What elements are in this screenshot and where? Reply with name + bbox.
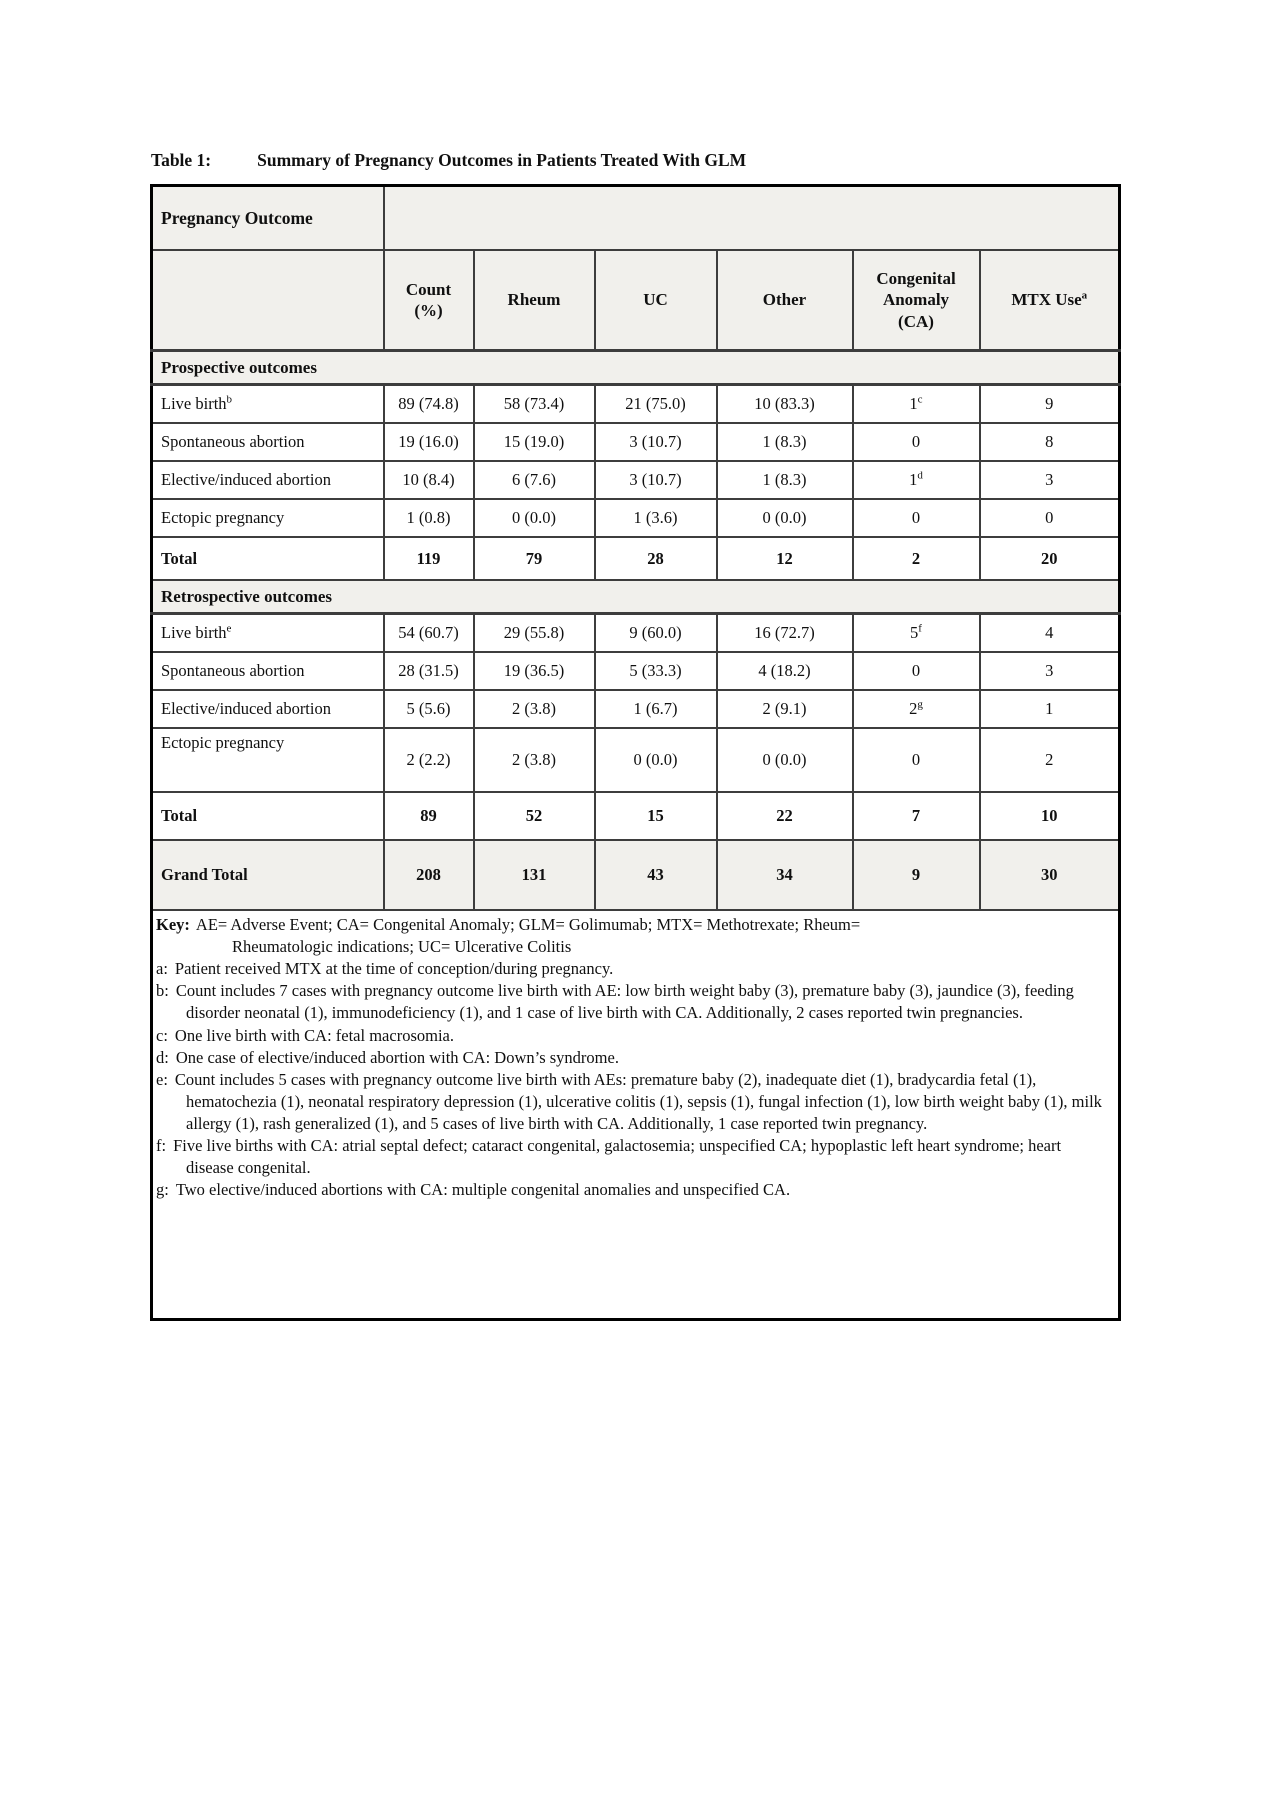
value-cell-ca [853,385,980,424]
table-row-live-birth-retrospective [152,614,1120,653]
value-cell-uc: 3 (10.7) [595,423,717,461]
section-label: Retrospective outcomes [152,580,1120,614]
row-label: Ectopic pregnancy [161,508,285,527]
value-cell-rheum: 15 (19.0) [474,423,595,461]
value-cell-ca: 0 [853,423,980,461]
table-caption: Summary of Pregnancy Outcomes in Patients Treated With GLM [257,150,747,170]
table-row-elective-abortion-retrospective [152,690,1120,728]
ca-value-sup: g [917,698,923,711]
header-row-2 [152,250,1120,351]
value-cell-other: 12 [717,537,853,580]
value-cell-mtx: 20 [980,537,1120,580]
ca-value-sup: f [918,622,922,635]
value-cell-uc: 28 [595,537,717,580]
ca-value-sup: d [917,469,923,482]
row-label: Spontaneous abortion [161,432,305,451]
footnote-f [156,1135,1112,1179]
value-cell-count: 19 (16.0) [384,423,474,461]
col-header-ca-line2: Anomaly [882,290,950,310]
value-cell-ca: 7 [853,792,980,840]
document-page [150,150,1120,1321]
row-label-cell [152,690,384,728]
value-cell-ca [853,614,980,653]
value-cell-count: 89 [384,792,474,840]
value-cell-rheum: 0 (0.0) [474,499,595,537]
value-cell-rheum: 29 (55.8) [474,614,595,653]
table-row-spontaneous-abortion-prospective [152,423,1120,461]
row-label-sup: e [226,622,232,635]
footnote-key-label: Key: [156,915,190,934]
row-label: Live birth [161,623,227,642]
col-header-uc: UC [595,250,717,351]
value-cell-uc: 9 (60.0) [595,614,717,653]
value-cell-mtx: 8 [980,423,1120,461]
value-cell-other: 34 [717,840,853,910]
section-header-prospective [152,351,1120,385]
table-row-live-birth-prospective [152,385,1120,424]
value-cell-uc: 5 (33.3) [595,652,717,690]
footnote-letter: b: [156,981,169,1001]
footnote-d [156,1047,1112,1069]
value-cell-other: 2 (9.1) [717,690,853,728]
footnote-g [156,1179,1112,1201]
footnote-text: Five live births with CA: atrial septal defect; cataract congenital, galactosemia; unspecified CA; hypoplastic left heart syndrome; heart disease congenital. [173,1136,1062,1178]
table-row-ectopic-pregnancy-prospective [152,499,1120,537]
footnote-letter: f: [156,1136,167,1156]
value-cell-uc: 1 (6.7) [595,690,717,728]
table-row-elective-abortion-prospective [152,461,1120,499]
ca-value-sup: c [917,393,923,406]
value-cell-count: 1 (0.8) [384,499,474,537]
table-number: Table 1: [151,150,212,170]
value-cell-rheum: 6 (7.6) [474,461,595,499]
value-cell-ca: 0 [853,728,980,792]
value-cell-ca: 0 [853,499,980,537]
ca-value: 1 [909,470,918,489]
section-header-retrospective [152,580,1120,614]
col-header-ca-line1: Congenital [876,269,956,289]
footnotes-cell [152,910,1120,1320]
row-label-cell: Total [152,792,384,840]
value-cell-rheum: 52 [474,792,595,840]
row-label-cell: Total [152,537,384,580]
value-cell-uc: 15 [595,792,717,840]
empty-header-cell [152,250,384,351]
col-header-rheum: Rheum [474,250,595,351]
table-row-grand-total [152,840,1120,910]
col-header-count [384,250,474,351]
row-label: Ectopic pregnancy [161,733,285,752]
value-cell-mtx: 3 [980,461,1120,499]
col-header-mtx-text: MTX Use [1011,290,1082,310]
value-cell-count: 10 (8.4) [384,461,474,499]
value-cell-other: 22 [717,792,853,840]
row-label-cell [152,614,384,653]
footnotes-row [152,910,1120,1320]
table-row-ectopic-pregnancy-retrospective [152,728,1120,792]
value-cell-uc: 3 (10.7) [595,461,717,499]
value-cell-uc: 43 [595,840,717,910]
row-label-cell [152,461,384,499]
row-label-cell: Grand Total [152,840,384,910]
footnote-key [156,914,1112,958]
table-row-total-retrospective [152,792,1120,840]
value-cell-count: 28 (31.5) [384,652,474,690]
footnote-key-line2: Rheumatologic indications; UC= Ulcerative Colitis [232,937,572,957]
ca-value: 2 [909,699,918,718]
value-cell-mtx: 10 [980,792,1120,840]
pregnancy-outcomes-table [150,184,1121,1321]
footnote-e [156,1069,1112,1135]
col-header-mtx-sup: a [1081,289,1088,302]
table-row-spontaneous-abortion-retrospective [152,652,1120,690]
ca-value: 1 [909,394,918,413]
footnote-text: One case of elective/induced abortion with CA: Down’s syndrome. [175,1047,619,1067]
value-cell-ca: 9 [853,840,980,910]
col-header-mtx [980,250,1120,351]
row-label-cell [152,385,384,424]
footnote-text: Count includes 5 cases with pregnancy outcome live birth with AEs: premature baby (2), inadequate diet (1), bradycardia fetal (1), hematochezia (1), neonatal respiratory depression (1), ulcerative colitis (1), sepsis (1), fungal infection (1), low birth weight baby (1), milk allergy (1), rash generalized (1), and 5 cases of live birth with CA. Additionally, 1 case reported twin pregnancy. [174,1069,1102,1133]
value-cell-uc: 1 (3.6) [595,499,717,537]
footnote-letter: a: [156,959,168,979]
col-header-count-line2: (%) [414,301,443,320]
value-cell-mtx: 1 [980,690,1120,728]
row-label-sup: b [226,393,233,406]
value-cell-ca: 0 [853,652,980,690]
value-cell-ca [853,690,980,728]
value-cell-other: 0 (0.0) [717,499,853,537]
value-cell-count: 89 (74.8) [384,385,474,424]
value-cell-rheum: 131 [474,840,595,910]
footnote-letter: g: [156,1180,169,1200]
value-cell-mtx: 9 [980,385,1120,424]
row-label-cell [152,728,384,792]
value-cell-rheum: 58 (73.4) [474,385,595,424]
row-label-cell [152,499,384,537]
footnote-a [156,958,1112,980]
value-cell-uc: 21 (75.0) [595,385,717,424]
row-label: Elective/induced abortion [161,470,331,489]
corner-header-cell: Pregnancy Outcome [152,186,384,251]
value-cell-count: 208 [384,840,474,910]
footnote-letter: e: [156,1069,168,1089]
footnote-b [156,980,1112,1024]
value-cell-ca: 2 [853,537,980,580]
footnote-letter: c: [156,1025,168,1045]
value-cell-rheum: 19 (36.5) [474,652,595,690]
value-cell-count: 54 (60.7) [384,614,474,653]
value-cell-count: 5 (5.6) [384,690,474,728]
value-cell-other: 10 (83.3) [717,385,853,424]
value-cell-other: 1 (8.3) [717,423,853,461]
value-cell-mtx: 0 [980,499,1120,537]
row-label: Elective/induced abortion [161,699,331,718]
value-cell-rheum: 2 (3.8) [474,728,595,792]
value-cell-rheum: 2 (3.8) [474,690,595,728]
value-cell-other: 4 (18.2) [717,652,853,690]
section-label: Prospective outcomes [152,351,1120,385]
col-header-ca [853,250,980,351]
value-cell-other: 16 (72.7) [717,614,853,653]
row-label-cell [152,652,384,690]
table-row-total-prospective [152,537,1120,580]
row-label-cell [152,423,384,461]
footnote-c [156,1025,1112,1047]
col-header-ca-line3: (CA) [898,311,934,331]
value-cell-mtx: 3 [980,652,1120,690]
value-cell-count: 119 [384,537,474,580]
value-cell-count: 2 (2.2) [384,728,474,792]
value-cell-mtx: 2 [980,728,1120,792]
value-cell-rheum: 79 [474,537,595,580]
value-cell-mtx: 30 [980,840,1120,910]
header-row-1 [152,186,1120,251]
footnote-key-line1: AE= Adverse Event; CA= Congenital Anomaly; GLM= Golimumab; MTX= Methotrexate; Rheum= [195,915,861,934]
col-header-other: Other [717,250,853,351]
value-cell-other: 1 (8.3) [717,461,853,499]
ca-value: 5 [910,623,919,642]
header-spacer-cell [384,186,1120,251]
footnote-text: Two elective/induced abortions with CA: multiple congenital anomalies and unspecified CA. [175,1180,791,1200]
row-label: Live birth [161,394,227,413]
footnote-text: Count includes 7 cases with pregnancy outcome live birth with AE: low birth weight baby (3), premature baby (3), jaundice (3), feeding disorder neonatal (1), immunodeficiency (1), and 1 case of live birth with CA. Additionally, 2 cases reported twin pregnancies. [175,981,1074,1023]
footnote-letter: d: [156,1047,169,1067]
value-cell-mtx: 4 [980,614,1120,653]
value-cell-ca [853,461,980,499]
footnote-text: Patient received MTX at the time of conception/during pregnancy. [174,959,614,979]
table-title [151,150,1120,171]
value-cell-uc: 0 (0.0) [595,728,717,792]
value-cell-other: 0 (0.0) [717,728,853,792]
row-label: Spontaneous abortion [161,661,305,680]
footnote-text: One live birth with CA: fetal macrosomia. [174,1025,454,1045]
col-header-count-line1: Count [405,279,452,299]
